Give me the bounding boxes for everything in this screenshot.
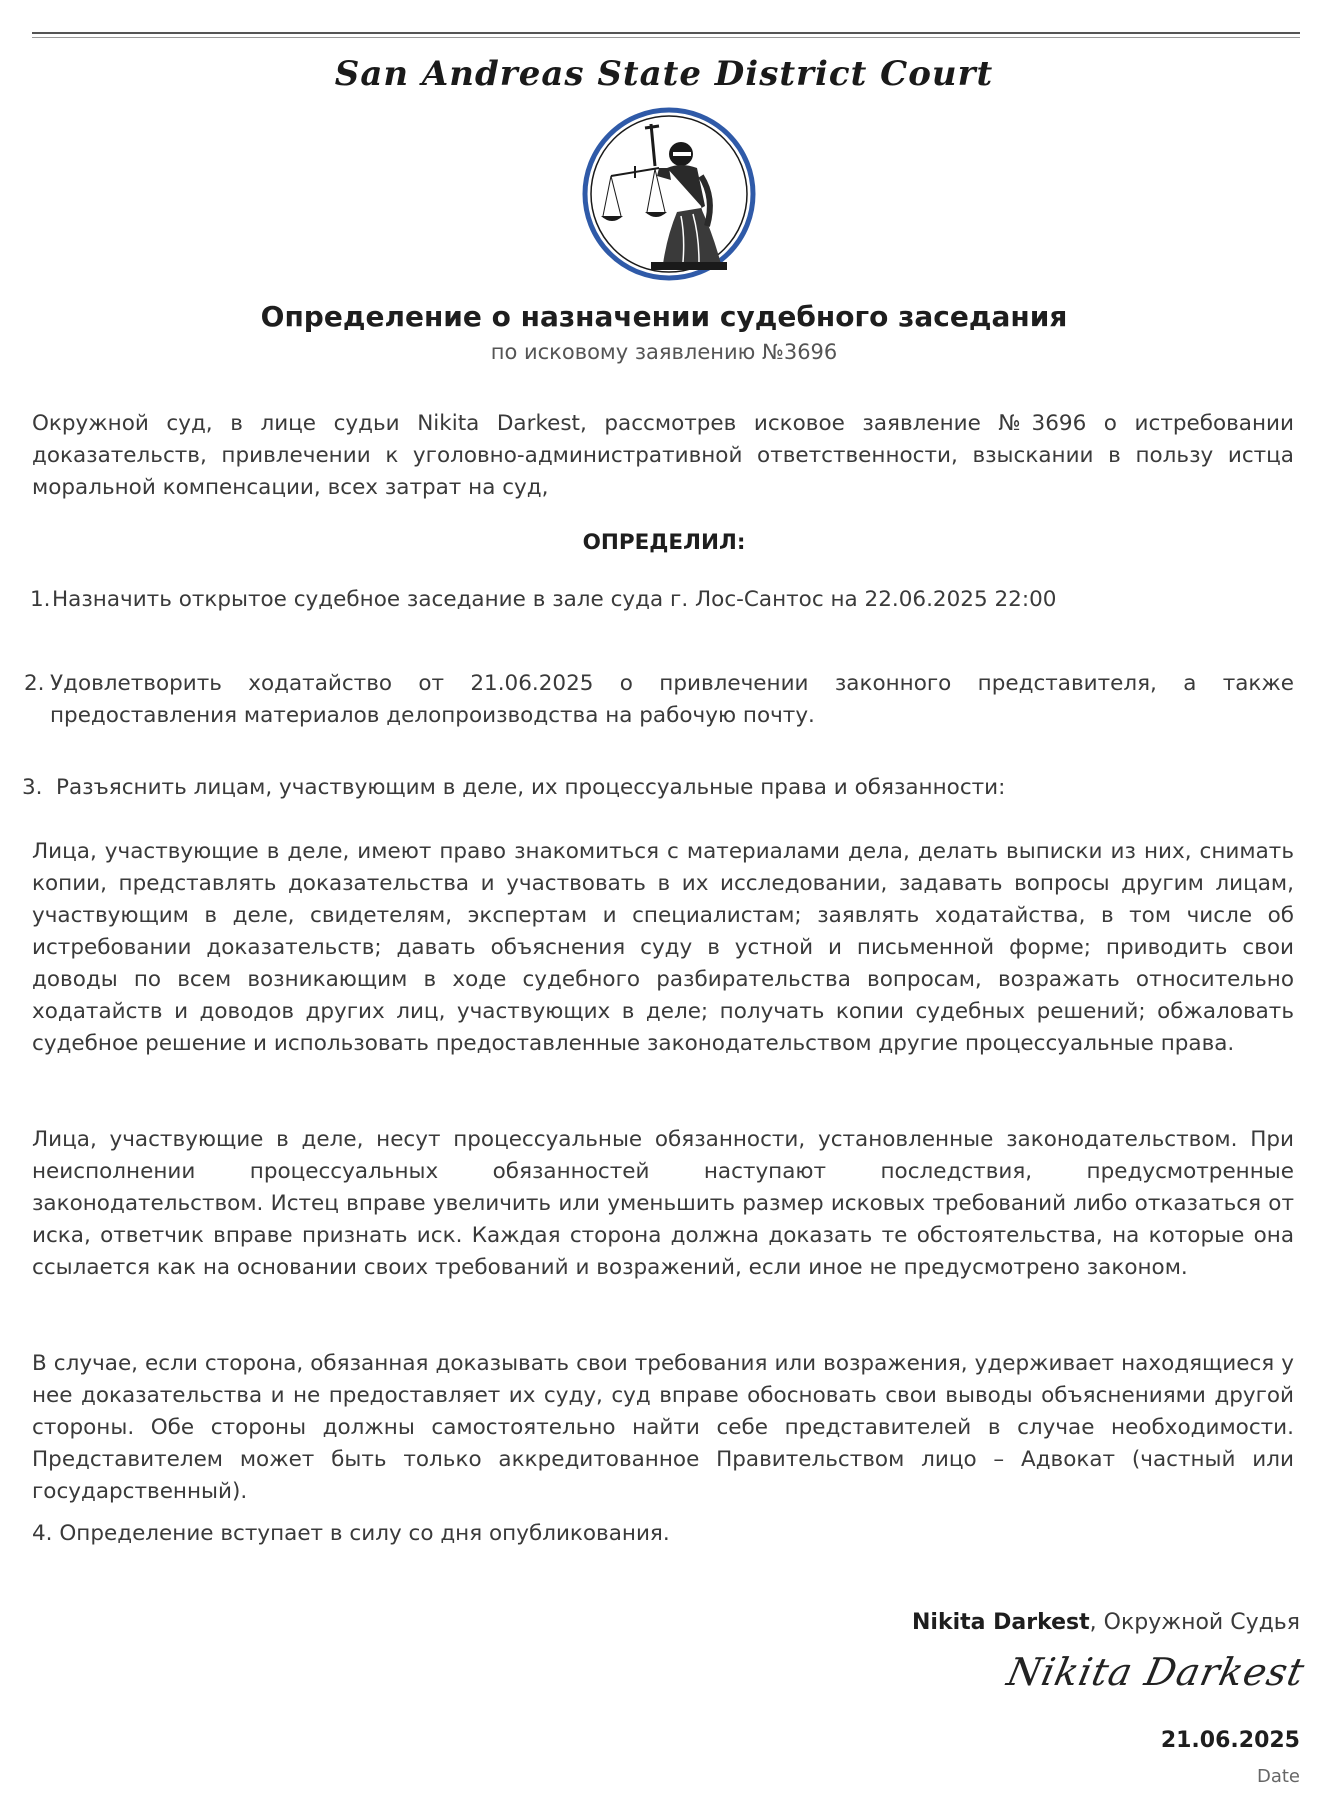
- rights-paragraph: Лица, участвующие в деле, имеют право знакомиться с материалами дела, делать выписки из них, снимать копии, представлять доказательства и участвовать в их исследовании, задавать вопросы другим лицам, участвующим в деле, свидетелям, экспертам и специалистам; заявлять ходатайства, в том числе об истребовании доказательств; давать объяснения суду в устной и письменной форме; приводить свои доводы по всем возникающим в ходе судебного разбирательства вопросам, возражать относительно ходатайств и доводов других лиц, участвующих в деле; получать копии судебных решений; обжаловать судебное решение и использовать предоставленные законодательством другие процессуальные права.: [32, 839, 1294, 1056]
- decision-heading: ОПРЕДЕЛИЛ:: [582, 530, 746, 555]
- item-3-text: Разъяснить лицам, участвующим в деле, их процессуальные права и обязанности:: [56, 775, 1006, 800]
- judge-signature-line: [912, 1610, 1300, 1635]
- judge-title: , Окружной Судья: [1089, 1610, 1300, 1635]
- evidence-paragraph: В случае, если сторона, обязанная доказывать свои требования или возражения, удерживает находящиеся у нее доказательства и не предоставляет их суду, суд вправе обосновать свои выводы объяснениями другой стороны. Обе стороны должны самостоятельно найти себе представителей в случае необходимости. Представителем может быть только аккредитованное Правительством лицо – Адвокат (частный или государственный).: [32, 1351, 1294, 1504]
- document-title: Определение о назначении судебного заседания: [260, 300, 1068, 333]
- signature-date: 21.06.2025: [1160, 1728, 1300, 1753]
- document-subtitle: по исковому заявлению №3696: [490, 340, 838, 364]
- top-rule-thin: [32, 37, 1300, 38]
- item-2-number: 2.: [24, 671, 45, 696]
- duties-paragraph: Лица, участвующие в деле, несут процессуальные обязанности, установленные законодательством. При неисполнении процессуальных обязанностей наступают последствия, предусмотренные законодательством. Истец вправе увеличить или уменьшить размер исковых требований либо отказаться от иска, ответчик вправе признать иск. Каждая сторона должна доказать те обстоятельства, на которые она ссылается как на основании своих требований и возражений, если иное не предусмотрено законом.: [32, 1127, 1294, 1280]
- item-1-number: 1.: [30, 587, 51, 612]
- item-2-text: Удовлетворить ходатайство от 21.06.2025 о привлечении законного представителя, а также предоставления материалов делопроизводства на рабочую почту.: [50, 671, 1294, 728]
- intro-paragraph: Окружной суд, в лице судьи Nikita Darkest, рассмотрев исковое заявление №3696 о истребовании доказательств, привлечении к уголовно-административной ответственности, взыскании в пользу истца моральной компенсации, всех затрат на суд,: [32, 411, 1294, 500]
- judge-name: Nikita Darkest: [911, 1610, 1090, 1635]
- date-label: Date: [1256, 1766, 1300, 1787]
- final-item: 4. Определение вступает в силу со дня опубликования.: [32, 1521, 670, 1546]
- court-name: San Andreas State District Court: [334, 54, 994, 94]
- item-1-text: Назначить открытое судебное заседание в зале суда г. Лос-Сантос на 22.06.2025 22:00: [52, 587, 1057, 612]
- item-3-number: 3.: [22, 775, 43, 800]
- top-rule: [32, 32, 1300, 34]
- handwritten-signature: Nikita Darkest: [1003, 1650, 1309, 1694]
- lady-justice-seal-icon: [581, 106, 757, 282]
